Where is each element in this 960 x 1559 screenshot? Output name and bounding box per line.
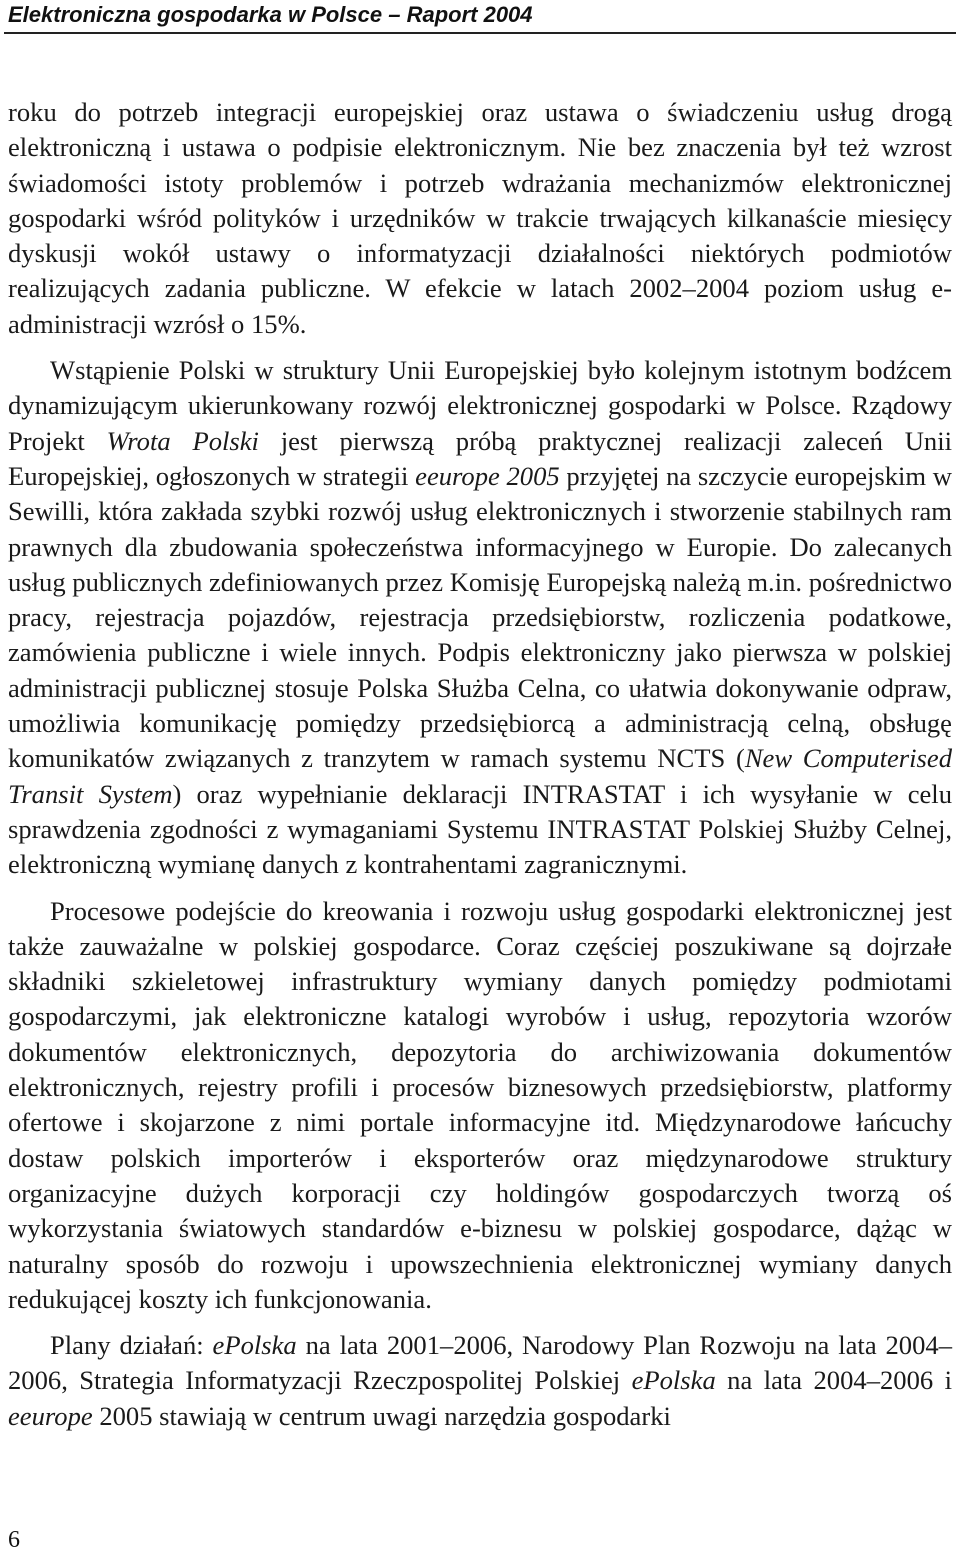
paragraph-continuation	[8, 95, 952, 342]
text-run: Plany działań:	[50, 1330, 213, 1361]
italic-term: eeurope 2005	[415, 460, 560, 491]
page-body	[8, 95, 952, 1434]
italic-term: ePolska	[631, 1365, 716, 1396]
text-run: przyjętej na szczycie europejskim w Sewilli, która zakłada szybki rozwój usług elektronicznych i stworzenie stabilnych ram prawnych dla zbudowania społeczeństwa informacyjnego w Europie. Do zalecanych usług publicznych zdefiniowanych przez Komisję Europejską należą m.in. pośrednictwo pracy, rejestracja pojazdów, rejestracja przedsiębiorstw, rozliczenia podatkowe, zamówienia publiczne i wiele innych. Podpis elektroniczny jako pierwsza w polskiej administracji publicznej stosuje Polska Służba Celna, co ułatwia dokonywanie odpraw, umożliwia komunikację pomiędzy przedsiębiorcą a administracją celną, obsługę komunikatów związanych z tranzytem w ramach systemu NCTS (	[8, 460, 953, 774]
paragraph-action-plans	[8, 1328, 952, 1434]
text-run: Procesowe podejście do kreowania i rozwoju usług gospodarki elektronicznej jest także zauważalne w polskiej gospodarce. Coraz częściej poszukiwane są dojrzałe składniki szkieletowej infrastruktury wymiany danych pomiędzy podmiotami gospodarczymi, jak elektroniczne katalogi wyrobów i usług, repozytoria wzorów dokumentów elektronicznych, depozytoria do archiwizowania dokumentów elektronicznych, rejestry profili i procesów biznesowych przedsiębiorstw, platformy ofertowe i skojarzone z nimi portale informacyjne itd. Międzynarodowe łańcuchy dostaw polskich importerów i eksporterów oraz międzynarodowe struktury organizacyjne dużych korporacji czy holdingów gospodarczych tworzą oś wykorzystania światowych standardów e-biznesu w polskiej gospodarce, dążąc w naturalny sposób do rozwoju i upowszechnienia elektronicznej wymiany danych redukującej koszty ich funkcjonowania.	[8, 895, 952, 1314]
running-header	[4, 0, 956, 34]
paragraph-process-approach	[8, 894, 952, 1318]
text-run: Wstąpienie Polski w struktury Unii Europejskiej było kolejnym istotnym bodźcem dynamizującym ukierunkowany rozwój elektronicznej gospodarki w Polsce. Rządowy Projekt	[8, 355, 952, 456]
text-run: na lata 2004–2006 i	[715, 1365, 953, 1396]
text-run: 2005 stawiają w centrum uwagi narzędzia gospodarki	[92, 1400, 671, 1431]
italic-term: ePolska	[212, 1330, 297, 1361]
italic-term: New Computerised Transit System	[8, 743, 952, 809]
paragraph-accession	[8, 353, 952, 882]
text-run: ) oraz wypełnianie deklaracji INTRASTAT i ich wysyłanie w celu sprawdzenia zgodności z wymaganiami Systemu INTRASTAT Polskiej Służby Celnej, elektroniczną wymianę danych z kontrahentami zagranicznymi.	[8, 778, 952, 880]
text-run: na lata 2001–2006, Narodowy Plan Rozwoju na lata 2004–2006, Strategia Informatyzacji Rzeczpospolitej Polskiej	[8, 1330, 952, 1396]
italic-term: eeurope	[8, 1400, 93, 1431]
page-number: 6	[8, 1527, 20, 1553]
text-run: roku do potrzeb integracji europejskiej oraz ustawa o świadczeniu usług drogą elektroniczną i ustawa o podpisie elektronicznym. Nie bez znaczenia był też wzrost świadomości istoty problemów i potrzeb wdrażania mechanizmów elektronicznej gospodarki wśród polityków i urzędników w trakcie trwających kilkanaście miesięcy dyskusji wokół ustawy o informatyzacji działalności niektórych podmiotów realizujących zadania publiczne. W efekcie w latach 2002–2004 poziom usług e-administracji wzrósł o 15%.	[8, 97, 952, 339]
running-header-title: Elektroniczna gospodarka w Polsce – Raport 2004	[8, 2, 533, 27]
text-run: jest pierwszą próbą praktycznej realizacji zaleceń Unii Europejskiej, ogłoszonych w strategii	[8, 425, 952, 491]
italic-term: Wrota Polski	[106, 425, 259, 456]
